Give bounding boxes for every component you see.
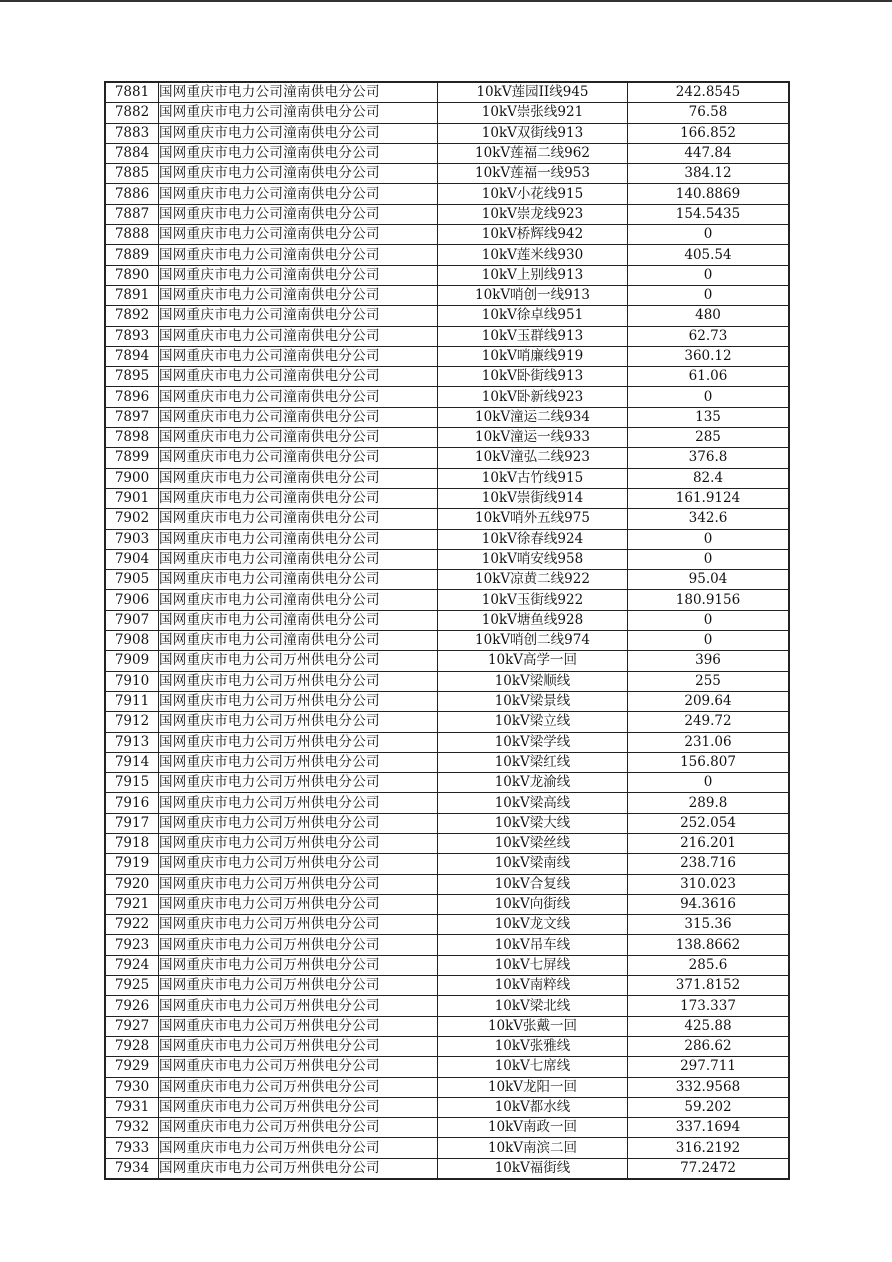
table-row (105, 143, 789, 163)
line-name-cell: 10kV卧街线913 (438, 367, 628, 387)
line-name-cell: 10kV梁学线 (438, 732, 628, 752)
value-cell: 180.9156 (628, 590, 790, 610)
row-number-cell: 7919 (105, 854, 159, 874)
line-name-cell: 10kV莲福一线953 (438, 164, 628, 184)
line-name-cell: 10kV潼弘二线923 (438, 448, 628, 468)
line-name-cell: 10kV梁红线 (438, 752, 628, 772)
line-name-cell: 10kV凉黄二线922 (438, 570, 628, 590)
table-row (105, 793, 789, 813)
line-name-cell: 10kV潼运二线934 (438, 407, 628, 427)
line-name-cell: 10kV崇张线921 (438, 103, 628, 123)
value-cell: 315.36 (628, 915, 790, 935)
table-row (105, 509, 789, 529)
row-number-cell: 7891 (105, 285, 159, 305)
company-cell: 国网重庆市电力公司万州供电分公司 (159, 752, 438, 772)
line-name-cell: 10kV张戴一回 (438, 1016, 628, 1036)
table-row (105, 874, 789, 894)
row-number-cell: 7901 (105, 488, 159, 508)
table-row (105, 428, 789, 448)
company-cell: 国网重庆市电力公司潼南供电分公司 (159, 488, 438, 508)
table-row (105, 204, 789, 224)
table-row (105, 773, 789, 793)
value-cell: 425.88 (628, 1016, 790, 1036)
table-row (105, 245, 789, 265)
company-cell: 国网重庆市电力公司潼南供电分公司 (159, 225, 438, 245)
line-name-cell: 10kV双街线913 (438, 123, 628, 143)
company-cell: 国网重庆市电力公司万州供电分公司 (159, 712, 438, 732)
row-number-cell: 7924 (105, 955, 159, 975)
table-row (105, 671, 789, 691)
row-number-cell: 7907 (105, 610, 159, 630)
row-number-cell: 7930 (105, 1077, 159, 1097)
table-row (105, 631, 789, 651)
value-cell: 360.12 (628, 346, 790, 366)
row-number-cell: 7932 (105, 1118, 159, 1138)
company-cell: 国网重庆市电力公司万州供电分公司 (159, 813, 438, 833)
company-cell: 国网重庆市电力公司潼南供电分公司 (159, 529, 438, 549)
value-cell: 138.8662 (628, 935, 790, 955)
company-cell: 国网重庆市电力公司万州供电分公司 (159, 1036, 438, 1056)
table-row (105, 1097, 789, 1117)
line-name-cell: 10kV梁北线 (438, 996, 628, 1016)
value-cell: 0 (628, 773, 790, 793)
company-cell: 国网重庆市电力公司潼南供电分公司 (159, 164, 438, 184)
row-number-cell: 7914 (105, 752, 159, 772)
company-cell: 国网重庆市电力公司万州供电分公司 (159, 996, 438, 1016)
value-cell: 285 (628, 428, 790, 448)
table-row (105, 1036, 789, 1056)
company-cell: 国网重庆市电力公司万州供电分公司 (159, 833, 438, 853)
row-number-cell: 7911 (105, 691, 159, 711)
row-number-cell: 7903 (105, 529, 159, 549)
row-number-cell: 7922 (105, 915, 159, 935)
value-cell: 95.04 (628, 570, 790, 590)
row-number-cell: 7899 (105, 448, 159, 468)
row-number-cell: 7910 (105, 671, 159, 691)
value-cell: 242.8545 (628, 82, 790, 103)
line-name-cell: 10kV崇龙线923 (438, 204, 628, 224)
value-cell: 61.06 (628, 367, 790, 387)
value-cell: 135 (628, 407, 790, 427)
company-cell: 国网重庆市电力公司万州供电分公司 (159, 732, 438, 752)
line-name-cell: 10kV南粹线 (438, 976, 628, 996)
company-cell: 国网重庆市电力公司潼南供电分公司 (159, 610, 438, 630)
row-number-cell: 7927 (105, 1016, 159, 1036)
company-cell: 国网重庆市电力公司潼南供电分公司 (159, 143, 438, 163)
company-cell: 国网重庆市电力公司万州供电分公司 (159, 1016, 438, 1036)
value-cell: 249.72 (628, 712, 790, 732)
company-cell: 国网重庆市电力公司潼南供电分公司 (159, 103, 438, 123)
line-name-cell: 10kV徐卓线951 (438, 306, 628, 326)
row-number-cell: 7882 (105, 103, 159, 123)
company-cell: 国网重庆市电力公司潼南供电分公司 (159, 590, 438, 610)
table-row (105, 265, 789, 285)
company-cell: 国网重庆市电力公司潼南供电分公司 (159, 509, 438, 529)
row-number-cell: 7934 (105, 1158, 159, 1179)
line-name-cell: 10kV古竹线915 (438, 468, 628, 488)
value-cell: 332.9568 (628, 1077, 790, 1097)
table-row (105, 1016, 789, 1036)
company-cell: 国网重庆市电力公司万州供电分公司 (159, 894, 438, 914)
company-cell: 国网重庆市电力公司潼南供电分公司 (159, 387, 438, 407)
table-row (105, 164, 789, 184)
page-top-rule (0, 0, 892, 2)
table-row (105, 1077, 789, 1097)
table-row (105, 346, 789, 366)
line-name-cell: 10kV龙文线 (438, 915, 628, 935)
value-cell: 396 (628, 651, 790, 671)
line-name-cell: 10kV桥辉线942 (438, 225, 628, 245)
company-cell: 国网重庆市电力公司万州供电分公司 (159, 976, 438, 996)
table-row (105, 184, 789, 204)
company-cell: 国网重庆市电力公司潼南供电分公司 (159, 285, 438, 305)
value-cell: 252.054 (628, 813, 790, 833)
value-cell: 342.6 (628, 509, 790, 529)
table-row (105, 306, 789, 326)
value-cell: 405.54 (628, 245, 790, 265)
value-cell: 310.023 (628, 874, 790, 894)
row-number-cell: 7888 (105, 225, 159, 245)
row-number-cell: 7898 (105, 428, 159, 448)
value-cell: 77.2472 (628, 1158, 790, 1179)
table-row (105, 1138, 789, 1158)
company-cell: 国网重庆市电力公司潼南供电分公司 (159, 82, 438, 103)
row-number-cell: 7931 (105, 1097, 159, 1117)
table-row (105, 103, 789, 123)
row-number-cell: 7906 (105, 590, 159, 610)
company-cell: 国网重庆市电力公司万州供电分公司 (159, 1097, 438, 1117)
row-number-cell: 7897 (105, 407, 159, 427)
row-number-cell: 7889 (105, 245, 159, 265)
value-cell: 0 (628, 225, 790, 245)
company-cell: 国网重庆市电力公司潼南供电分公司 (159, 123, 438, 143)
table-row (105, 285, 789, 305)
table-row (105, 915, 789, 935)
line-name-cell: 10kV吊车线 (438, 935, 628, 955)
line-name-cell: 10kV梁高线 (438, 793, 628, 813)
row-number-cell: 7886 (105, 184, 159, 204)
company-cell: 国网重庆市电力公司万州供电分公司 (159, 671, 438, 691)
row-number-cell: 7918 (105, 833, 159, 853)
row-number-cell: 7883 (105, 123, 159, 143)
company-cell: 国网重庆市电力公司潼南供电分公司 (159, 631, 438, 651)
row-number-cell: 7926 (105, 996, 159, 1016)
line-name-cell: 10kV哨创一线913 (438, 285, 628, 305)
table-row (105, 549, 789, 569)
row-number-cell: 7905 (105, 570, 159, 590)
table-row (105, 996, 789, 1016)
table-row (105, 387, 789, 407)
company-cell: 国网重庆市电力公司潼南供电分公司 (159, 407, 438, 427)
value-cell: 289.8 (628, 793, 790, 813)
value-cell: 255 (628, 671, 790, 691)
company-cell: 国网重庆市电力公司万州供电分公司 (159, 874, 438, 894)
company-cell: 国网重庆市电力公司万州供电分公司 (159, 793, 438, 813)
line-name-cell: 10kV梁大线 (438, 813, 628, 833)
line-name-cell: 10kV莲园II线945 (438, 82, 628, 103)
value-cell: 297.711 (628, 1057, 790, 1077)
row-number-cell: 7921 (105, 894, 159, 914)
row-number-cell: 7884 (105, 143, 159, 163)
row-number-cell: 7908 (105, 631, 159, 651)
line-name-cell: 10kV哨外五线975 (438, 509, 628, 529)
table-row (105, 570, 789, 590)
company-cell: 国网重庆市电力公司潼南供电分公司 (159, 265, 438, 285)
table-row (105, 712, 789, 732)
value-cell: 286.62 (628, 1036, 790, 1056)
line-name-cell: 10kV上别线913 (438, 265, 628, 285)
value-cell: 371.8152 (628, 976, 790, 996)
row-number-cell: 7887 (105, 204, 159, 224)
table-row (105, 955, 789, 975)
line-name-cell: 10kV卧新线923 (438, 387, 628, 407)
company-cell: 国网重庆市电力公司万州供电分公司 (159, 1138, 438, 1158)
value-cell: 173.337 (628, 996, 790, 1016)
line-name-cell: 10kV崇街线914 (438, 488, 628, 508)
table-row (105, 610, 789, 630)
table-row (105, 691, 789, 711)
value-cell: 209.64 (628, 691, 790, 711)
row-number-cell: 7904 (105, 549, 159, 569)
table-row (105, 894, 789, 914)
row-number-cell: 7909 (105, 651, 159, 671)
line-name-cell: 10kV哨创二线974 (438, 631, 628, 651)
value-cell: 62.73 (628, 326, 790, 346)
row-number-cell: 7890 (105, 265, 159, 285)
company-cell: 国网重庆市电力公司万州供电分公司 (159, 691, 438, 711)
line-name-cell: 10kV合复线 (438, 874, 628, 894)
company-cell: 国网重庆市电力公司潼南供电分公司 (159, 245, 438, 265)
value-cell: 384.12 (628, 164, 790, 184)
table-row (105, 833, 789, 853)
value-cell: 0 (628, 387, 790, 407)
value-cell: 447.84 (628, 143, 790, 163)
line-name-cell: 10kV塘鱼线928 (438, 610, 628, 630)
company-cell: 国网重庆市电力公司万州供电分公司 (159, 1158, 438, 1179)
value-cell: 0 (628, 529, 790, 549)
table-row (105, 752, 789, 772)
company-cell: 国网重庆市电力公司潼南供电分公司 (159, 549, 438, 569)
table-row (105, 935, 789, 955)
line-name-cell: 10kV南政一回 (438, 1118, 628, 1138)
row-number-cell: 7895 (105, 367, 159, 387)
table-row (105, 1118, 789, 1138)
line-name-cell: 10kV张雅线 (438, 1036, 628, 1056)
line-name-cell: 10kV高学一回 (438, 651, 628, 671)
company-cell: 国网重庆市电力公司万州供电分公司 (159, 915, 438, 935)
company-cell: 国网重庆市电力公司万州供电分公司 (159, 955, 438, 975)
value-cell: 0 (628, 610, 790, 630)
row-number-cell: 7915 (105, 773, 159, 793)
value-cell: 59.202 (628, 1097, 790, 1117)
table-row (105, 448, 789, 468)
value-cell: 82.4 (628, 468, 790, 488)
table-row (105, 1057, 789, 1077)
row-number-cell: 7933 (105, 1138, 159, 1158)
company-cell: 国网重庆市电力公司万州供电分公司 (159, 935, 438, 955)
line-name-cell: 10kV梁南线 (438, 854, 628, 874)
row-number-cell: 7929 (105, 1057, 159, 1077)
table-row (105, 468, 789, 488)
line-name-cell: 10kV小花线915 (438, 184, 628, 204)
company-cell: 国网重庆市电力公司潼南供电分公司 (159, 570, 438, 590)
line-name-cell: 10kV都水线 (438, 1097, 628, 1117)
table-row (105, 82, 789, 103)
row-number-cell: 7885 (105, 164, 159, 184)
line-name-cell: 10kV南滨二回 (438, 1138, 628, 1158)
line-name-cell: 10kV龙渝线 (438, 773, 628, 793)
company-cell: 国网重庆市电力公司潼南供电分公司 (159, 306, 438, 326)
row-number-cell: 7913 (105, 732, 159, 752)
value-cell: 154.5435 (628, 204, 790, 224)
row-number-cell: 7893 (105, 326, 159, 346)
row-number-cell: 7896 (105, 387, 159, 407)
table-row (105, 407, 789, 427)
line-name-cell: 10kV玉群线913 (438, 326, 628, 346)
table-row (105, 1158, 789, 1179)
row-number-cell: 7928 (105, 1036, 159, 1056)
value-cell: 94.3616 (628, 894, 790, 914)
table-row (105, 590, 789, 610)
table-row (105, 123, 789, 143)
row-number-cell: 7916 (105, 793, 159, 813)
line-name-cell: 10kV莲福二线962 (438, 143, 628, 163)
line-name-cell: 10kV潼运一线933 (438, 428, 628, 448)
row-number-cell: 7892 (105, 306, 159, 326)
table-row (105, 326, 789, 346)
row-number-cell: 7894 (105, 346, 159, 366)
feeder-table (104, 81, 790, 1180)
company-cell: 国网重庆市电力公司潼南供电分公司 (159, 204, 438, 224)
company-cell: 国网重庆市电力公司万州供电分公司 (159, 1057, 438, 1077)
value-cell: 0 (628, 285, 790, 305)
value-cell: 0 (628, 549, 790, 569)
row-number-cell: 7925 (105, 976, 159, 996)
row-number-cell: 7902 (105, 509, 159, 529)
line-name-cell: 10kV七屏线 (438, 955, 628, 975)
row-number-cell: 7923 (105, 935, 159, 955)
value-cell: 76.58 (628, 103, 790, 123)
line-name-cell: 10kV梁景线 (438, 691, 628, 711)
line-name-cell: 10kV玉街线922 (438, 590, 628, 610)
company-cell: 国网重庆市电力公司潼南供电分公司 (159, 428, 438, 448)
company-cell: 国网重庆市电力公司潼南供电分公司 (159, 326, 438, 346)
line-name-cell: 10kV梁顺线 (438, 671, 628, 691)
table-row (105, 651, 789, 671)
value-cell: 216.201 (628, 833, 790, 853)
value-cell: 140.8869 (628, 184, 790, 204)
value-cell: 156.807 (628, 752, 790, 772)
value-cell: 376.8 (628, 448, 790, 468)
row-number-cell: 7912 (105, 712, 159, 732)
table-row (105, 529, 789, 549)
value-cell: 231.06 (628, 732, 790, 752)
table-row (105, 854, 789, 874)
company-cell: 国网重庆市电力公司万州供电分公司 (159, 1118, 438, 1138)
line-name-cell: 10kV哨安线958 (438, 549, 628, 569)
line-name-cell: 10kV梁丝线 (438, 833, 628, 853)
value-cell: 316.2192 (628, 1138, 790, 1158)
table-row (105, 225, 789, 245)
row-number-cell: 7881 (105, 82, 159, 103)
value-cell: 337.1694 (628, 1118, 790, 1138)
company-cell: 国网重庆市电力公司万州供电分公司 (159, 773, 438, 793)
table-row (105, 976, 789, 996)
value-cell: 161.9124 (628, 488, 790, 508)
table-body (105, 82, 789, 1179)
value-cell: 166.852 (628, 123, 790, 143)
line-name-cell: 10kV向街线 (438, 894, 628, 914)
value-cell: 238.716 (628, 854, 790, 874)
company-cell: 国网重庆市电力公司潼南供电分公司 (159, 184, 438, 204)
company-cell: 国网重庆市电力公司万州供电分公司 (159, 854, 438, 874)
line-name-cell: 10kV梁立线 (438, 712, 628, 732)
row-number-cell: 7917 (105, 813, 159, 833)
line-name-cell: 10kV哨廉线919 (438, 346, 628, 366)
line-name-cell: 10kV徐春线924 (438, 529, 628, 549)
company-cell: 国网重庆市电力公司潼南供电分公司 (159, 367, 438, 387)
value-cell: 285.6 (628, 955, 790, 975)
table-row (105, 488, 789, 508)
company-cell: 国网重庆市电力公司万州供电分公司 (159, 1077, 438, 1097)
line-name-cell: 10kV莲米线930 (438, 245, 628, 265)
company-cell: 国网重庆市电力公司潼南供电分公司 (159, 448, 438, 468)
company-cell: 国网重庆市电力公司潼南供电分公司 (159, 346, 438, 366)
table-row (105, 367, 789, 387)
value-cell: 0 (628, 265, 790, 285)
line-name-cell: 10kV龙阳一回 (438, 1077, 628, 1097)
company-cell: 国网重庆市电力公司潼南供电分公司 (159, 468, 438, 488)
line-name-cell: 10kV福街线 (438, 1158, 628, 1179)
row-number-cell: 7920 (105, 874, 159, 894)
row-number-cell: 7900 (105, 468, 159, 488)
value-cell: 0 (628, 631, 790, 651)
value-cell: 480 (628, 306, 790, 326)
line-name-cell: 10kV七席线 (438, 1057, 628, 1077)
company-cell: 国网重庆市电力公司万州供电分公司 (159, 651, 438, 671)
table-row (105, 813, 789, 833)
table-row (105, 732, 789, 752)
